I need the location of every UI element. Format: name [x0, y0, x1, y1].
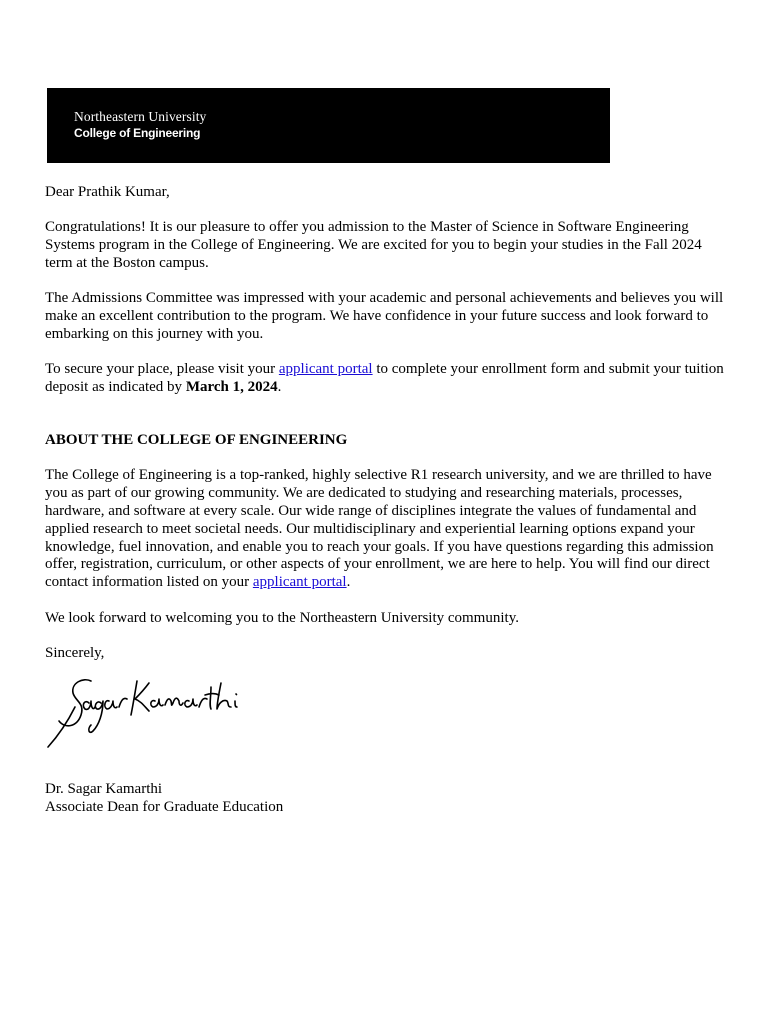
university-name: Northeastern University [74, 109, 207, 124]
about-college-period: . [346, 574, 351, 591]
letter-greeting: Dear Prathik Kumar, [45, 184, 170, 200]
paragraph-committee: The Admissions Committee was impressed with your academic and personal achievements and believes you will make an excellent contribution to the program. We have confidence in your future success and look forward to embarking on this journey with you. [45, 290, 724, 342]
paragraph-about-college [45, 467, 725, 592]
applicant-portal-link[interactable]: applicant portal [278, 361, 373, 378]
university-header-banner [47, 88, 610, 163]
admission-letter-body [45, 184, 725, 816]
letter-closing: Sincerely, [45, 644, 105, 661]
secure-place-text: To secure your place, please visit your [45, 361, 279, 378]
applicant-portal-link-2[interactable]: applicant portal [252, 574, 347, 591]
paragraph-welcome: We look forward to welcoming you to the Northeastern University community. [45, 609, 519, 626]
paragraph-offer: Congratulations! It is our pleasure to offer you admission to the Master of Science in Software Engineering Systems program in the College of Engineering. We are excited for you to begin your studies in the Fall 2024 term at the Boston campus. [45, 219, 702, 271]
handwritten-signature [45, 677, 245, 757]
section-heading-about: ABOUT THE COLLEGE OF ENGINEERING [45, 431, 348, 448]
deposit-deadline: March 1, 2024 [185, 379, 278, 396]
signer-name: Dr. Sagar Kamarthi [45, 780, 163, 797]
signer-block [45, 781, 725, 817]
college-name: College of Engineering [74, 126, 201, 140]
signer-title: Associate Dean for Graduate Education [45, 798, 284, 815]
secure-place-text-continued: to complete your enrollment form and submit your tuition deposit as indicated by [45, 361, 724, 396]
paragraph-secure-place [45, 361, 725, 397]
secure-place-period: . [277, 379, 282, 396]
about-college-text: The College of Engineering is a top-ranked, highly selective R1 research university, and we are thrilled to have you as part of our growing community. We are dedicated to studying and researching materials, processes, hardware, and software at every scale. Our wide range of disciplines integrate the values of fundamental and applied research to meet societal needs. Our multidisciplinary and experiential learning options expand your knowledge, fuel innovation, and enable you to reach your goals. If you have questions regarding this admission offer, registration, curriculum, or other aspects of your enrollment, we are here to help. You will find our direct contact information listed on your [45, 467, 714, 591]
